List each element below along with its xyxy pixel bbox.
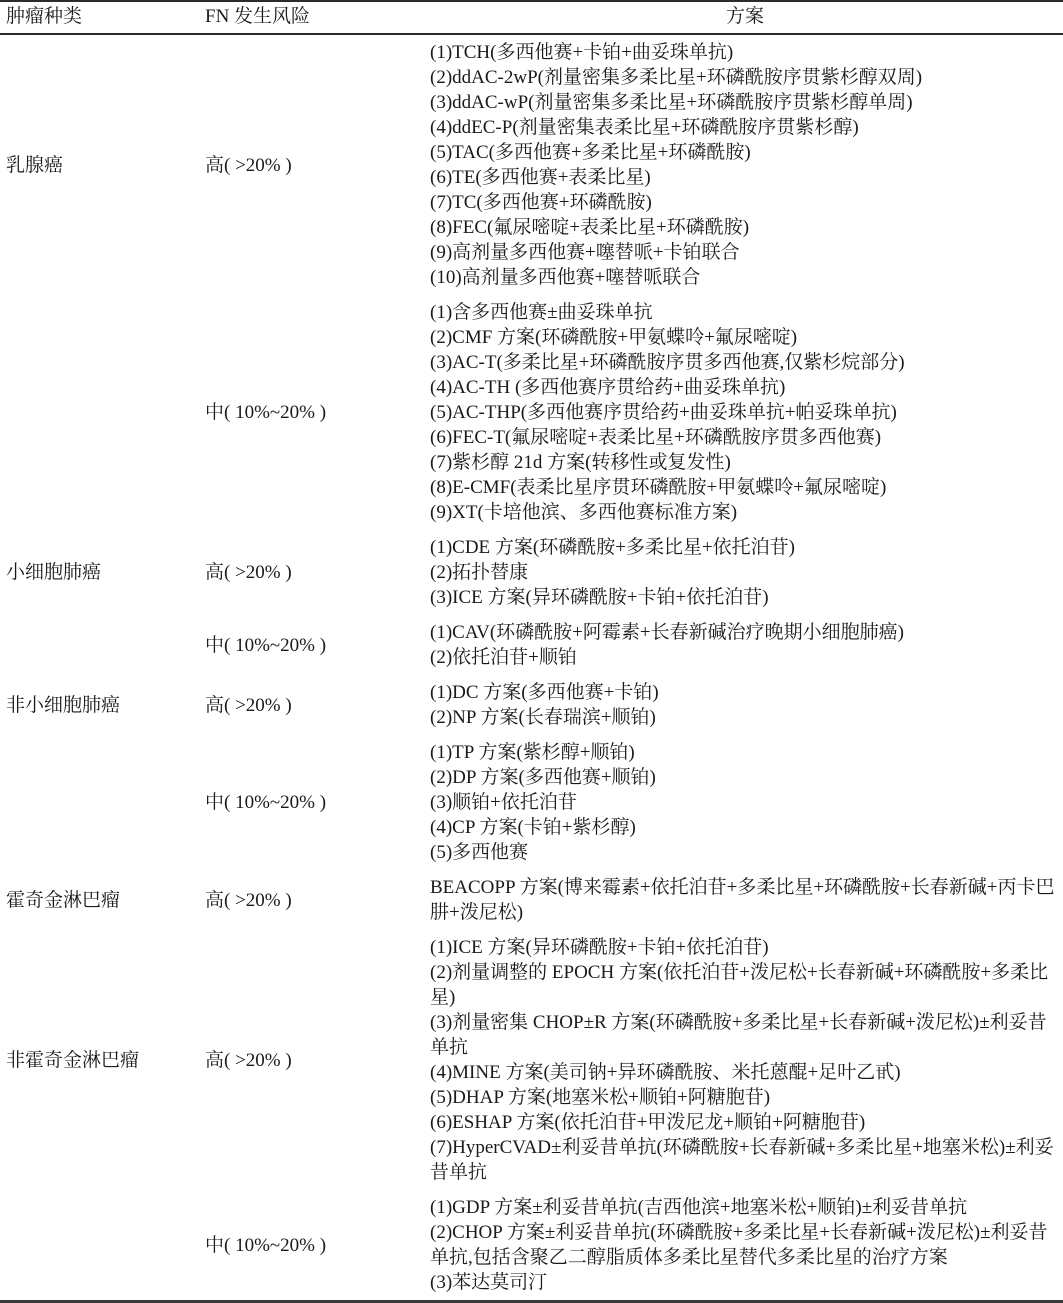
- tumor-type-cell: [0, 1190, 205, 1302]
- tumor-type-cell: 乳腺癌: [6, 154, 64, 176]
- regimen-item: (5)TAC(多西他赛+多柔比星+环磷酰胺): [430, 142, 751, 163]
- fn-risk-cell: 中( 10%~20% ): [205, 1234, 327, 1256]
- regimen-item: (2)DP 方案(多西他赛+顺铂): [430, 767, 656, 788]
- regimen-list: [427, 675, 1063, 735]
- regimen-item: (7)TC(多西他赛+环磷酰胺): [430, 192, 652, 213]
- table-row: [0, 930, 1063, 1190]
- fn-risk-cell: 高( >20% ): [205, 154, 292, 176]
- regimen-item: (2)剂量调整的 EPOCH 方案(依托泊苷+泼尼松+长春新碱+环磷酰胺+多柔比星): [430, 962, 1049, 1008]
- regimen-item: (5)多西他赛: [430, 842, 529, 863]
- tumor-type-cell: 非小细胞肺癌: [6, 694, 121, 716]
- table-row: [0, 675, 1063, 735]
- regimen-item: (6)FEC-T(氟尿嘧啶+表柔比星+环磷酰胺序贯多西他赛): [430, 427, 882, 448]
- regimen-item: (6)ESHAP 方案(依托泊苷+甲泼尼龙+顺铂+阿糖胞苷): [430, 1112, 866, 1133]
- table-header-row: [0, 1, 1063, 34]
- regimen-item: (10)高剂量多西他赛+噻替哌联合: [430, 267, 701, 288]
- regimen-item: (9)XT(卡培他滨、多西他赛标准方案): [430, 502, 738, 523]
- regimen-item: (2)ddAC-2wP(剂量密集多柔比星+环磷酰胺序贯紫杉醇双周): [430, 67, 923, 88]
- regimen-item: (3)AC-T(多柔比星+环磷酰胺序贯多西他赛,仅紫杉烷部分): [430, 352, 905, 373]
- regimen-item: (3)ICE 方案(异环磷酰胺+卡铂+依托泊苷): [430, 587, 769, 608]
- regimen-item: (4)CP 方案(卡铂+紫杉醇): [430, 817, 636, 838]
- regimen-list: [427, 930, 1063, 1190]
- regimen-item: (1)ICE 方案(异环磷酰胺+卡铂+依托泊苷): [430, 937, 769, 958]
- regimen-item: (8)FEC(氟尿嘧啶+表柔比星+环磷酰胺): [430, 217, 750, 238]
- regimen-list: [427, 530, 1063, 615]
- regimen-item: (3)苯达莫司汀: [430, 1272, 548, 1293]
- tumor-type-cell: 小细胞肺癌: [6, 562, 102, 583]
- regimen-list: [427, 34, 1063, 295]
- regimen-item: (2)NP 方案(长春瑞滨+顺铂): [430, 707, 656, 728]
- regimen-item: (1)DC 方案(多西他赛+卡铂): [430, 682, 659, 703]
- regimen-item: BEACOPP 方案(博来霉素+依托泊苷+多柔比星+环磷酰胺+长春新碱+丙卡巴肼+泼尼松): [430, 877, 1055, 923]
- fn-risk-cell: 高( >20% ): [205, 889, 292, 911]
- table-row: [0, 295, 1063, 530]
- regimen-item: (8)E-CMF(表柔比星序贯环磷酰胺+甲氨蝶呤+氟尿嘧啶): [430, 477, 887, 498]
- table-row: [0, 34, 1063, 295]
- regimen-item: (4)ddEC-P(剂量密集表柔比星+环磷酰胺序贯紫杉醇): [430, 117, 859, 138]
- regimen-item: (2)CHOP 方案±利妥昔单抗(环磷酰胺+多柔比星+长春新碱+泼尼松)±利妥昔单抗,包括含聚乙二醇脂质体多柔比星替代多柔比星的治疗方案: [430, 1222, 1048, 1268]
- regimen-table-body: [0, 34, 1063, 1302]
- regimen-item: (1)含多西他赛±曲妥珠单抗: [430, 302, 653, 323]
- fn-risk-cell: 中( 10%~20% ): [205, 402, 327, 423]
- fn-risk-cell: 中( 10%~20% ): [205, 634, 327, 656]
- fn-risk-cell: 高( >20% ): [205, 562, 292, 583]
- tumor-type-cell: [0, 735, 205, 870]
- regimen-item: (3)ddAC-wP(剂量密集多柔比星+环磷酰胺序贯紫杉醇单周): [430, 92, 913, 113]
- table-row: [0, 615, 1063, 675]
- regimen-item: (2)拓扑替康: [430, 562, 529, 583]
- regimen-item: (5)AC-THP(多西他赛序贯给药+曲妥珠单抗+帕妥珠单抗): [430, 402, 897, 423]
- tumor-type-cell: 霍奇金淋巴瘤: [6, 889, 121, 911]
- regimen-item: (7)紫杉醇 21d 方案(转移性或复发性): [430, 452, 731, 473]
- regimen-item: (1)CDE 方案(环磷酰胺+多柔比星+依托泊苷): [430, 537, 795, 558]
- regimen-list: [427, 1190, 1063, 1302]
- table-row: [0, 870, 1063, 930]
- regimen-item: (1)TCH(多西他赛+卡铂+曲妥珠单抗): [430, 42, 734, 63]
- regimen-list: [427, 870, 1063, 930]
- tumor-type-cell: [0, 615, 205, 675]
- tumor-type-cell: [0, 295, 205, 530]
- regimen-item: (3)顺铂+依托泊苷: [430, 792, 577, 813]
- regimen-item: (6)TE(多西他赛+表柔比星): [430, 167, 651, 188]
- regimen-item: (4)MINE 方案(美司钠+异环磷酰胺、米托蒽醌+足叶乙甙): [430, 1062, 901, 1083]
- regimen-item: (2)CMF 方案(环磷酰胺+甲氨蝶呤+氟尿嘧啶): [430, 327, 798, 348]
- regimen-item: (4)AC-TH (多西他赛序贯给药+曲妥珠单抗): [430, 377, 786, 398]
- regimen-item: (1)TP 方案(紫杉醇+顺铂): [430, 742, 635, 763]
- regimen-item: (1)CAV(环磷酰胺+阿霉素+长春新碱治疗晚期小细胞肺癌): [430, 622, 904, 643]
- table-row: [0, 530, 1063, 615]
- regimen-list: [427, 735, 1063, 870]
- regimen-item: (5)DHAP 方案(地塞米松+顺铂+阿糖胞苷): [430, 1087, 771, 1108]
- regimen-list: [427, 615, 1063, 675]
- regimen-item: (2)依托泊苷+顺铂: [430, 647, 577, 668]
- fn-risk-cell: 中( 10%~20% ): [205, 792, 327, 813]
- regimen-item: (3)剂量密集 CHOP±R 方案(环磷酰胺+多柔比星+长春新碱+泼尼松)±利妥昔单抗: [430, 1012, 1047, 1058]
- fn-risk-cell: 高( >20% ): [205, 1049, 292, 1071]
- regimen-item: (7)HyperCVAD±利妥昔单抗(环磷酰胺+长春新碱+多柔比星+地塞米松)±利妥昔单抗: [430, 1137, 1054, 1183]
- header-fn-risk: FN 发生风险: [205, 1, 427, 34]
- regimen-item: (9)高剂量多西他赛+噻替哌+卡铂联合: [430, 242, 740, 263]
- regimen-item: (1)GDP 方案±利妥昔单抗(吉西他滨+地塞米松+顺铂)±利妥昔单抗: [430, 1197, 968, 1218]
- table-row: [0, 735, 1063, 870]
- tumor-type-cell: 非霍奇金淋巴瘤: [6, 1049, 140, 1071]
- table-row: [0, 1190, 1063, 1302]
- fn-risk-cell: 高( >20% ): [205, 694, 292, 716]
- header-regimen: 方案: [427, 1, 1063, 34]
- regimen-list: [427, 295, 1063, 530]
- header-tumor-type: 肿瘤种类: [0, 1, 205, 34]
